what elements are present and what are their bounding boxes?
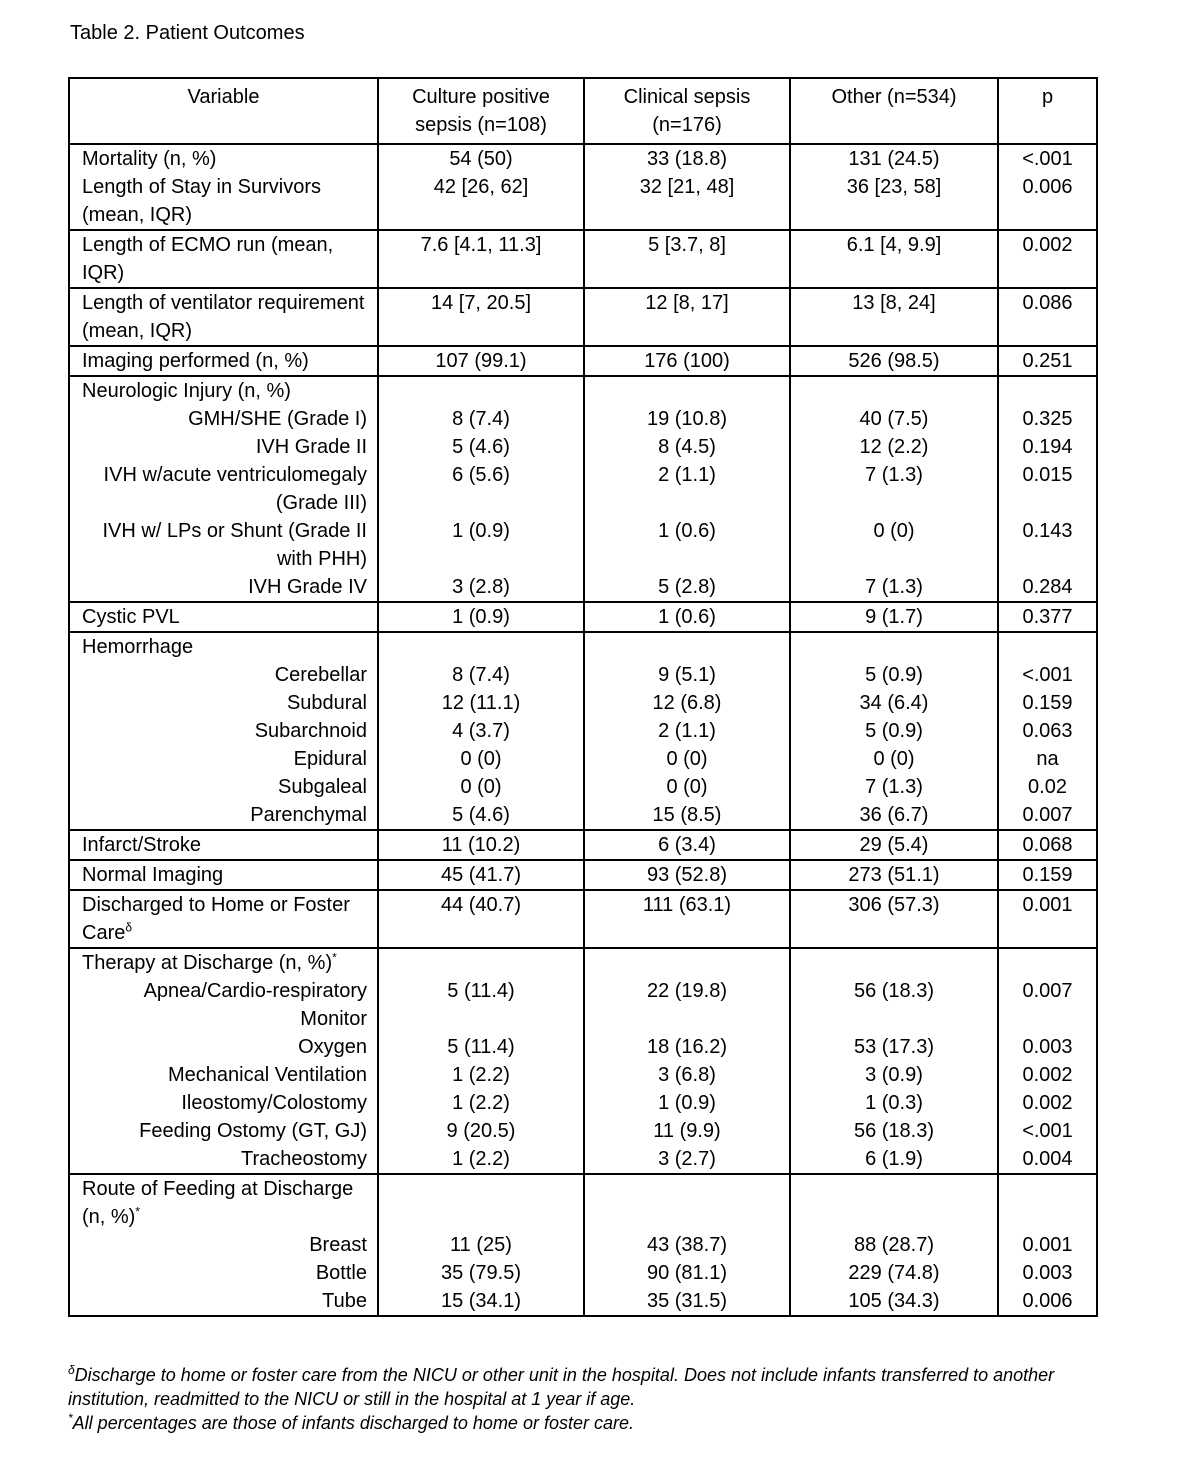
cell-other: 526 (98.5) (790, 346, 998, 376)
row-label-mark: * (332, 950, 337, 965)
table-row (69, 1259, 1097, 1287)
cell-clinical-sepsis: 3 (6.8) (584, 1061, 790, 1089)
cell-clinical-sepsis: 2 (1.1) (584, 461, 790, 517)
cell-culture-positive: 44 (40.7) (378, 890, 584, 948)
row-label-text: Subgaleal (278, 776, 367, 798)
row-label-mark: * (135, 1204, 141, 1219)
cell-other: 56 (18.3) (790, 1117, 998, 1145)
cell-other: 7 (1.3) (790, 573, 998, 602)
row-label-text: Oxygen (298, 1036, 367, 1058)
row-label-text: Parenchymal (250, 804, 367, 826)
cell-p-value: 0.143 (998, 517, 1097, 573)
cell-culture-positive: 54 (50) (378, 144, 584, 173)
cell-other: 3 (0.9) (790, 1061, 998, 1089)
table-row (69, 173, 1097, 230)
cell-clinical-sepsis: 11 (9.9) (584, 1117, 790, 1145)
cell-other: 306 (57.3) (790, 890, 998, 948)
table-row (69, 773, 1097, 801)
row-label-text: Length of ECMO run (mean, IQR) (82, 234, 334, 284)
cell-other: 0 (0) (790, 517, 998, 573)
row-label-text: Feeding Ostomy (GT, GJ) (139, 1120, 367, 1142)
cell-p-value (998, 632, 1097, 661)
table-row (69, 433, 1097, 461)
row-label-text: Therapy at Discharge (n, %) (82, 952, 333, 974)
cell-clinical-sepsis: 176 (100) (584, 346, 790, 376)
row-label (69, 405, 378, 433)
row-label (69, 661, 378, 689)
table-row (69, 977, 1097, 1033)
cell-p-value: 0.006 (998, 173, 1097, 230)
header-culture-positive: Culture positive sepsis (n=108) (378, 78, 584, 144)
table-row (69, 661, 1097, 689)
cell-other: 12 (2.2) (790, 433, 998, 461)
cell-clinical-sepsis: 35 (31.5) (584, 1287, 790, 1316)
table-row (69, 346, 1097, 376)
cell-clinical-sepsis: 19 (10.8) (584, 405, 790, 433)
table-row (69, 860, 1097, 890)
row-label-text: Epidural (293, 748, 367, 770)
cell-p-value: <.001 (998, 144, 1097, 173)
row-label (69, 346, 378, 376)
cell-clinical-sepsis: 2 (1.1) (584, 717, 790, 745)
cell-clinical-sepsis: 18 (16.2) (584, 1033, 790, 1061)
cell-other: 53 (17.3) (790, 1033, 998, 1061)
cell-p-value: 0.251 (998, 346, 1097, 376)
table-row (69, 602, 1097, 632)
table-row (69, 717, 1097, 745)
row-label (69, 801, 378, 830)
table-row (69, 376, 1097, 405)
row-label-text: Route of Feeding at Discharge (n, %) (82, 1178, 354, 1228)
row-label (69, 573, 378, 602)
cell-clinical-sepsis (584, 632, 790, 661)
row-label-text: Cystic PVL (82, 606, 180, 628)
row-label (69, 230, 378, 288)
table-row (69, 890, 1097, 948)
cell-culture-positive: 0 (0) (378, 745, 584, 773)
cell-p-value: 0.007 (998, 977, 1097, 1033)
cell-other: 5 (0.9) (790, 717, 998, 745)
cell-p-value: 0.194 (998, 433, 1097, 461)
cell-culture-positive: 14 [7, 20.5] (378, 288, 584, 346)
cell-p-value: na (998, 745, 1097, 773)
footnotes (68, 1363, 1108, 1435)
cell-p-value: 0.001 (998, 890, 1097, 948)
row-label-text: IVH Grade IV (248, 576, 367, 598)
table-row (69, 801, 1097, 830)
table-row (69, 405, 1097, 433)
row-label-text: Neurologic Injury (n, %) (82, 380, 291, 402)
row-label (69, 1117, 378, 1145)
row-label-text: Mechanical Ventilation (167, 1064, 367, 1086)
table-row (69, 689, 1097, 717)
cell-clinical-sepsis: 5 [3.7, 8] (584, 230, 790, 288)
cell-p-value: <.001 (998, 1117, 1097, 1145)
row-label (69, 517, 378, 573)
cell-culture-positive: 5 (4.6) (378, 433, 584, 461)
cell-other: 29 (5.4) (790, 830, 998, 860)
header-other: Other (n=534) (790, 78, 998, 144)
row-label-text: Subdural (286, 692, 367, 714)
cell-culture-positive: 1 (2.2) (378, 1089, 584, 1117)
table-row (69, 1145, 1097, 1174)
cell-other (790, 376, 998, 405)
row-label (69, 288, 378, 346)
cell-p-value: 0.02 (998, 773, 1097, 801)
cell-p-value: 0.002 (998, 230, 1097, 288)
cell-p-value: 0.007 (998, 801, 1097, 830)
cell-other: 0 (0) (790, 745, 998, 773)
row-label (69, 1174, 378, 1231)
row-label-text: Bottle (315, 1262, 367, 1284)
patient-outcomes-table (68, 77, 1098, 1317)
row-label (69, 689, 378, 717)
cell-p-value: 0.325 (998, 405, 1097, 433)
row-label (69, 948, 378, 977)
row-label-text: Apnea/Cardio-respiratory Monitor (143, 980, 367, 1030)
header-row (69, 78, 1097, 144)
cell-other: 5 (0.9) (790, 661, 998, 689)
cell-p-value: 0.001 (998, 1231, 1097, 1259)
header-variable: Variable (69, 78, 378, 144)
cell-other: 131 (24.5) (790, 144, 998, 173)
cell-culture-positive: 3 (2.8) (378, 573, 584, 602)
cell-culture-positive: 4 (3.7) (378, 717, 584, 745)
cell-clinical-sepsis: 93 (52.8) (584, 860, 790, 890)
cell-p-value: 0.003 (998, 1259, 1097, 1287)
cell-culture-positive: 12 (11.1) (378, 689, 584, 717)
cell-clinical-sepsis: 1 (0.6) (584, 517, 790, 573)
cell-clinical-sepsis: 22 (19.8) (584, 977, 790, 1033)
cell-culture-positive: 11 (10.2) (378, 830, 584, 860)
cell-culture-positive: 5 (11.4) (378, 977, 584, 1033)
table-body (69, 144, 1097, 1316)
cell-culture-positive: 11 (25) (378, 1231, 584, 1259)
cell-culture-positive: 5 (4.6) (378, 801, 584, 830)
table-row (69, 745, 1097, 773)
cell-culture-positive: 7.6 [4.1, 11.3] (378, 230, 584, 288)
row-label-text: Tube (322, 1290, 367, 1312)
row-label-text: Tracheostomy (241, 1148, 367, 1170)
table-row (69, 1117, 1097, 1145)
row-label-text: Hemorrhage (82, 636, 194, 658)
table-row (69, 830, 1097, 860)
cell-culture-positive: 0 (0) (378, 773, 584, 801)
cell-other: 56 (18.3) (790, 977, 998, 1033)
cell-p-value: 0.063 (998, 717, 1097, 745)
table-row (69, 1089, 1097, 1117)
table-row (69, 573, 1097, 602)
cell-clinical-sepsis: 111 (63.1) (584, 890, 790, 948)
row-label-text: Subarchnoid (254, 720, 367, 742)
cell-culture-positive (378, 376, 584, 405)
header-p: p (998, 78, 1097, 144)
cell-culture-positive: 8 (7.4) (378, 405, 584, 433)
row-label-text: Mortality (n, %) (82, 148, 217, 170)
row-label (69, 173, 378, 230)
cell-other (790, 948, 998, 977)
row-label-text: Cerebellar (274, 664, 367, 686)
row-label (69, 1033, 378, 1061)
cell-other: 6 (1.9) (790, 1145, 998, 1174)
row-label-text: GMH/SHE (Grade I) (188, 408, 367, 430)
cell-other: 105 (34.3) (790, 1287, 998, 1316)
cell-clinical-sepsis (584, 948, 790, 977)
cell-other: 1 (0.3) (790, 1089, 998, 1117)
table-row (69, 632, 1097, 661)
cell-clinical-sepsis: 6 (3.4) (584, 830, 790, 860)
cell-clinical-sepsis: 8 (4.5) (584, 433, 790, 461)
row-label-text: Imaging performed (n, %) (82, 350, 309, 372)
cell-other: 6.1 [4, 9.9] (790, 230, 998, 288)
row-label-text: Length of ventilator requirement (mean, IQR) (82, 292, 365, 342)
row-label-text: Ileostomy/Colostomy (181, 1092, 367, 1114)
table-row (69, 1287, 1097, 1316)
cell-p-value: 0.086 (998, 288, 1097, 346)
cell-other: 40 (7.5) (790, 405, 998, 433)
row-label (69, 1287, 378, 1316)
table-row (69, 288, 1097, 346)
cell-culture-positive (378, 948, 584, 977)
row-label-text: IVH w/ LPs or Shunt (Grade II with PHH) (102, 520, 367, 570)
row-label (69, 1231, 378, 1259)
cell-other (790, 632, 998, 661)
row-label (69, 144, 378, 173)
cell-p-value (998, 376, 1097, 405)
cell-culture-positive: 45 (41.7) (378, 860, 584, 890)
cell-other: 88 (28.7) (790, 1231, 998, 1259)
row-label-text: Infarct/Stroke (82, 834, 201, 856)
table-row (69, 1174, 1097, 1231)
cell-clinical-sepsis: 9 (5.1) (584, 661, 790, 689)
row-label (69, 602, 378, 632)
row-label (69, 632, 378, 661)
row-label (69, 1061, 378, 1089)
cell-culture-positive: 35 (79.5) (378, 1259, 584, 1287)
row-label (69, 745, 378, 773)
footnote-text: Discharge to home or foster care from the NICU or other unit in the hospital. Does not include infants transferred to another institution, readmitted to the NICU or still in the hospital at 1 year if age. (68, 1365, 1055, 1409)
table-row (69, 517, 1097, 573)
cell-clinical-sepsis: 32 [21, 48] (584, 173, 790, 230)
cell-p-value: 0.002 (998, 1089, 1097, 1117)
footnote-percentages (68, 1411, 1108, 1435)
cell-culture-positive: 42 [26, 62] (378, 173, 584, 230)
row-label-text: IVH w/acute ventriculomegaly (Grade III) (103, 464, 367, 514)
row-label (69, 977, 378, 1033)
header-clinical-sepsis: Clinical sepsis (n=176) (584, 78, 790, 144)
cell-p-value: 0.003 (998, 1033, 1097, 1061)
cell-culture-positive: 5 (11.4) (378, 1033, 584, 1061)
cell-clinical-sepsis: 15 (8.5) (584, 801, 790, 830)
row-label (69, 1259, 378, 1287)
cell-p-value: 0.377 (998, 602, 1097, 632)
cell-clinical-sepsis: 33 (18.8) (584, 144, 790, 173)
cell-clinical-sepsis: 43 (38.7) (584, 1231, 790, 1259)
cell-culture-positive: 6 (5.6) (378, 461, 584, 517)
cell-p-value (998, 948, 1097, 977)
table-row (69, 461, 1097, 517)
row-label-text: Normal Imaging (82, 864, 224, 886)
table-row (69, 230, 1097, 288)
cell-culture-positive: 1 (0.9) (378, 602, 584, 632)
cell-clinical-sepsis: 1 (0.9) (584, 1089, 790, 1117)
row-label-text: Discharged to Home or Foster Care (82, 894, 350, 944)
table-row (69, 144, 1097, 173)
row-label (69, 717, 378, 745)
cell-other (790, 1174, 998, 1231)
cell-culture-positive: 1 (2.2) (378, 1061, 584, 1089)
cell-clinical-sepsis (584, 376, 790, 405)
cell-other: 13 [8, 24] (790, 288, 998, 346)
row-label-text: Length of Stay in Survivors (mean, IQR) (82, 176, 322, 226)
footnote-discharge (68, 1363, 1108, 1411)
cell-p-value: 0.284 (998, 573, 1097, 602)
cell-other: 9 (1.7) (790, 602, 998, 632)
cell-clinical-sepsis: 0 (0) (584, 773, 790, 801)
table-row (69, 948, 1097, 977)
cell-culture-positive (378, 632, 584, 661)
cell-p-value: 0.002 (998, 1061, 1097, 1089)
footnote-mark: * (68, 1411, 73, 1425)
row-label-text: Breast (309, 1234, 367, 1256)
cell-clinical-sepsis (584, 1174, 790, 1231)
cell-p-value: 0.004 (998, 1145, 1097, 1174)
row-label (69, 773, 378, 801)
row-label (69, 461, 378, 517)
footnote-text: All percentages are those of infants discharged to home or foster care. (72, 1413, 634, 1433)
cell-other: 34 (6.4) (790, 689, 998, 717)
cell-clinical-sepsis: 3 (2.7) (584, 1145, 790, 1174)
cell-clinical-sepsis: 5 (2.8) (584, 573, 790, 602)
cell-other: 7 (1.3) (790, 461, 998, 517)
cell-p-value: 0.068 (998, 830, 1097, 860)
cell-p-value: 0.159 (998, 689, 1097, 717)
table-row (69, 1061, 1097, 1089)
cell-p-value: 0.015 (998, 461, 1097, 517)
table-row (69, 1033, 1097, 1061)
cell-other: 36 (6.7) (790, 801, 998, 830)
cell-p-value: <.001 (998, 661, 1097, 689)
cell-p-value: 0.006 (998, 1287, 1097, 1316)
cell-other: 229 (74.8) (790, 1259, 998, 1287)
cell-culture-positive: 107 (99.1) (378, 346, 584, 376)
cell-culture-positive (378, 1174, 584, 1231)
row-label (69, 890, 378, 948)
cell-other: 273 (51.1) (790, 860, 998, 890)
row-label (69, 830, 378, 860)
row-label (69, 376, 378, 405)
row-label (69, 1145, 378, 1174)
cell-culture-positive: 15 (34.1) (378, 1287, 584, 1316)
cell-culture-positive: 8 (7.4) (378, 661, 584, 689)
table-row (69, 1231, 1097, 1259)
cell-other: 36 [23, 58] (790, 173, 998, 230)
cell-culture-positive: 9 (20.5) (378, 1117, 584, 1145)
cell-p-value: 0.159 (998, 860, 1097, 890)
cell-clinical-sepsis: 12 (6.8) (584, 689, 790, 717)
table-caption: Table 2. Patient Outcomes (70, 22, 305, 44)
row-label (69, 433, 378, 461)
footnote-mark: δ (68, 1363, 75, 1377)
cell-culture-positive: 1 (2.2) (378, 1145, 584, 1174)
row-label (69, 860, 378, 890)
row-label-mark: δ (125, 920, 133, 935)
cell-clinical-sepsis: 0 (0) (584, 745, 790, 773)
cell-p-value (998, 1174, 1097, 1231)
cell-clinical-sepsis: 1 (0.6) (584, 602, 790, 632)
row-label (69, 1089, 378, 1117)
cell-other: 7 (1.3) (790, 773, 998, 801)
cell-clinical-sepsis: 90 (81.1) (584, 1259, 790, 1287)
cell-culture-positive: 1 (0.9) (378, 517, 584, 573)
row-label-text: IVH Grade II (255, 436, 367, 458)
cell-clinical-sepsis: 12 [8, 17] (584, 288, 790, 346)
